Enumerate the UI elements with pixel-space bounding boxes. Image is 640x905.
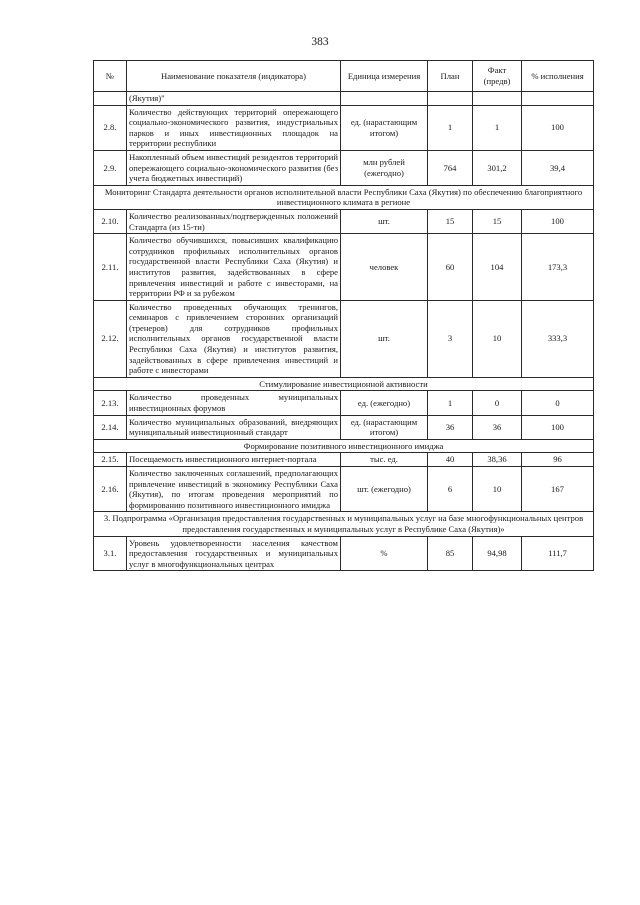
plan-cell: 764 bbox=[428, 150, 473, 185]
table-row bbox=[94, 234, 594, 301]
unit-cell bbox=[341, 92, 428, 106]
row-number: 2.15. bbox=[94, 453, 127, 467]
fact-cell: 38,36 bbox=[473, 453, 522, 467]
section-header-row bbox=[94, 185, 594, 209]
section-title: 3. Подпрограмма «Организация предоставления государственных и муниципальных услуг на базе многофункциональных центров предоставления государственных и муниципальных услуг в Республике Саха (Якутия)» bbox=[94, 512, 594, 536]
fact-cell: 15 bbox=[473, 209, 522, 233]
unit-cell: человек bbox=[341, 234, 428, 301]
percent-cell: 111,7 bbox=[522, 536, 594, 571]
header-fact: Факт (предв) bbox=[473, 61, 522, 92]
fact-cell bbox=[473, 92, 522, 106]
section-header-row bbox=[94, 377, 594, 391]
plan-cell: 36 bbox=[428, 415, 473, 439]
row-number: 2.8. bbox=[94, 105, 127, 150]
unit-cell: % bbox=[341, 536, 428, 571]
table-row bbox=[94, 150, 594, 185]
section-title: Стимулирование инвестиционной активности bbox=[94, 377, 594, 391]
fact-cell: 0 bbox=[473, 391, 522, 415]
unit-cell: шт. bbox=[341, 209, 428, 233]
table-row bbox=[94, 415, 594, 439]
plan-cell bbox=[428, 92, 473, 106]
section-title: Формирование позитивного инвестиционного имиджа bbox=[94, 439, 594, 453]
unit-cell: шт. (ежегодно) bbox=[341, 467, 428, 512]
indicator-name: Количество заключенных соглашений, предполагающих привлечение инвестиций в экономику Республики Саха (Якутия), по итогам проведения мероприятий по формированию позитивного инвестиционного имиджа bbox=[127, 467, 341, 512]
header-percent: % исполнения bbox=[522, 61, 594, 92]
percent-cell: 0 bbox=[522, 391, 594, 415]
plan-cell: 1 bbox=[428, 391, 473, 415]
indicator-name: Количество проведенных муниципальных инвестиционных форумов bbox=[127, 391, 341, 415]
percent-cell: 100 bbox=[522, 105, 594, 150]
row-number: 2.10. bbox=[94, 209, 127, 233]
section-header-row bbox=[94, 439, 594, 453]
indicator-table bbox=[93, 60, 594, 571]
fact-cell: 10 bbox=[473, 300, 522, 377]
indicator-name: Количество проведенных обучающих тренингов, семинаров с привлечением сторонних организаций (тренеров) для сотрудников профильных исполнительных органов государственной власти Республики Саха (Якутия) и институтов развития, задействованных в сфере привлечения инвестиций и работе с инвесторами bbox=[127, 300, 341, 377]
percent-cell: 100 bbox=[522, 209, 594, 233]
table-row bbox=[94, 536, 594, 571]
plan-cell: 6 bbox=[428, 467, 473, 512]
table-body bbox=[94, 92, 594, 571]
unit-cell: ед. (нарастающим итогом) bbox=[341, 105, 428, 150]
row-number bbox=[94, 92, 127, 106]
fact-cell: 104 bbox=[473, 234, 522, 301]
header-unit: Единица измерения bbox=[341, 61, 428, 92]
table-header-row bbox=[94, 61, 594, 92]
table-row bbox=[94, 92, 594, 106]
unit-cell: ед. (ежегодно) bbox=[341, 391, 428, 415]
section-title: Мониторинг Стандарта деятельности органов исполнительной власти Республики Саха (Якутия) по обеспечению благоприятного инвестиционного климата в регионе bbox=[94, 185, 594, 209]
percent-cell: 39,4 bbox=[522, 150, 594, 185]
unit-cell: ед. (нарастающим итогом) bbox=[341, 415, 428, 439]
row-number: 2.13. bbox=[94, 391, 127, 415]
percent-cell: 100 bbox=[522, 415, 594, 439]
unit-cell: тыс. ед. bbox=[341, 453, 428, 467]
unit-cell: млн рублей (ежегодно) bbox=[341, 150, 428, 185]
unit-cell: шт. bbox=[341, 300, 428, 377]
header-indicator-name: Наименование показателя (индикатора) bbox=[127, 61, 341, 92]
plan-cell: 1 bbox=[428, 105, 473, 150]
plan-cell: 85 bbox=[428, 536, 473, 571]
percent-cell bbox=[522, 92, 594, 106]
indicator-name: (Якутия)" bbox=[127, 92, 341, 106]
fact-cell: 301,2 bbox=[473, 150, 522, 185]
indicator-name: Накопленный объем инвестиций резидентов территорий опережающего социально-экономического развития (без учета бюджетных инвестиций) bbox=[127, 150, 341, 185]
plan-cell: 15 bbox=[428, 209, 473, 233]
header-number: № bbox=[94, 61, 127, 92]
percent-cell: 333,3 bbox=[522, 300, 594, 377]
table-row bbox=[94, 209, 594, 233]
table-row bbox=[94, 453, 594, 467]
header-plan: План bbox=[428, 61, 473, 92]
table-row bbox=[94, 467, 594, 512]
section-header-row bbox=[94, 512, 594, 536]
percent-cell: 167 bbox=[522, 467, 594, 512]
table-row bbox=[94, 105, 594, 150]
indicator-name: Посещаемость инвестиционного интернет-портала bbox=[127, 453, 341, 467]
indicator-name: Уровень удовлетворенности населения качеством предоставления государственных и муниципальных услуг в многофункциональных центрах bbox=[127, 536, 341, 571]
table-row bbox=[94, 300, 594, 377]
plan-cell: 40 bbox=[428, 453, 473, 467]
indicator-name: Количество обучившихся, повысивших квалификацию сотрудников профильных исполнительных органов государственной власти Республики Саха (Якутия) и институтов развития, задействованных в сфере привлечения инвестиций и работе с инвесторами, на территории РФ и за рубежом bbox=[127, 234, 341, 301]
row-number: 2.16. bbox=[94, 467, 127, 512]
plan-cell: 60 bbox=[428, 234, 473, 301]
row-number: 3.1. bbox=[94, 536, 127, 571]
fact-cell: 10 bbox=[473, 467, 522, 512]
percent-cell: 96 bbox=[522, 453, 594, 467]
row-number: 2.14. bbox=[94, 415, 127, 439]
indicator-name: Количество реализованных/подтвержденных положений Стандарта (из 15-ти) bbox=[127, 209, 341, 233]
percent-cell: 173,3 bbox=[522, 234, 594, 301]
page-number: 383 bbox=[311, 36, 329, 48]
fact-cell: 36 bbox=[473, 415, 522, 439]
fact-cell: 94,98 bbox=[473, 536, 522, 571]
plan-cell: 3 bbox=[428, 300, 473, 377]
fact-cell: 1 bbox=[473, 105, 522, 150]
row-number: 2.11. bbox=[94, 234, 127, 301]
indicator-name: Количество муниципальных образований, внедряющих муниципальный инвестиционный стандарт bbox=[127, 415, 341, 439]
indicator-name: Количество действующих территорий опережающего социально-экономического развития, индустриальных парков и иных инвестиционных площадок на территории республики bbox=[127, 105, 341, 150]
row-number: 2.9. bbox=[94, 150, 127, 185]
row-number: 2.12. bbox=[94, 300, 127, 377]
table-row bbox=[94, 391, 594, 415]
